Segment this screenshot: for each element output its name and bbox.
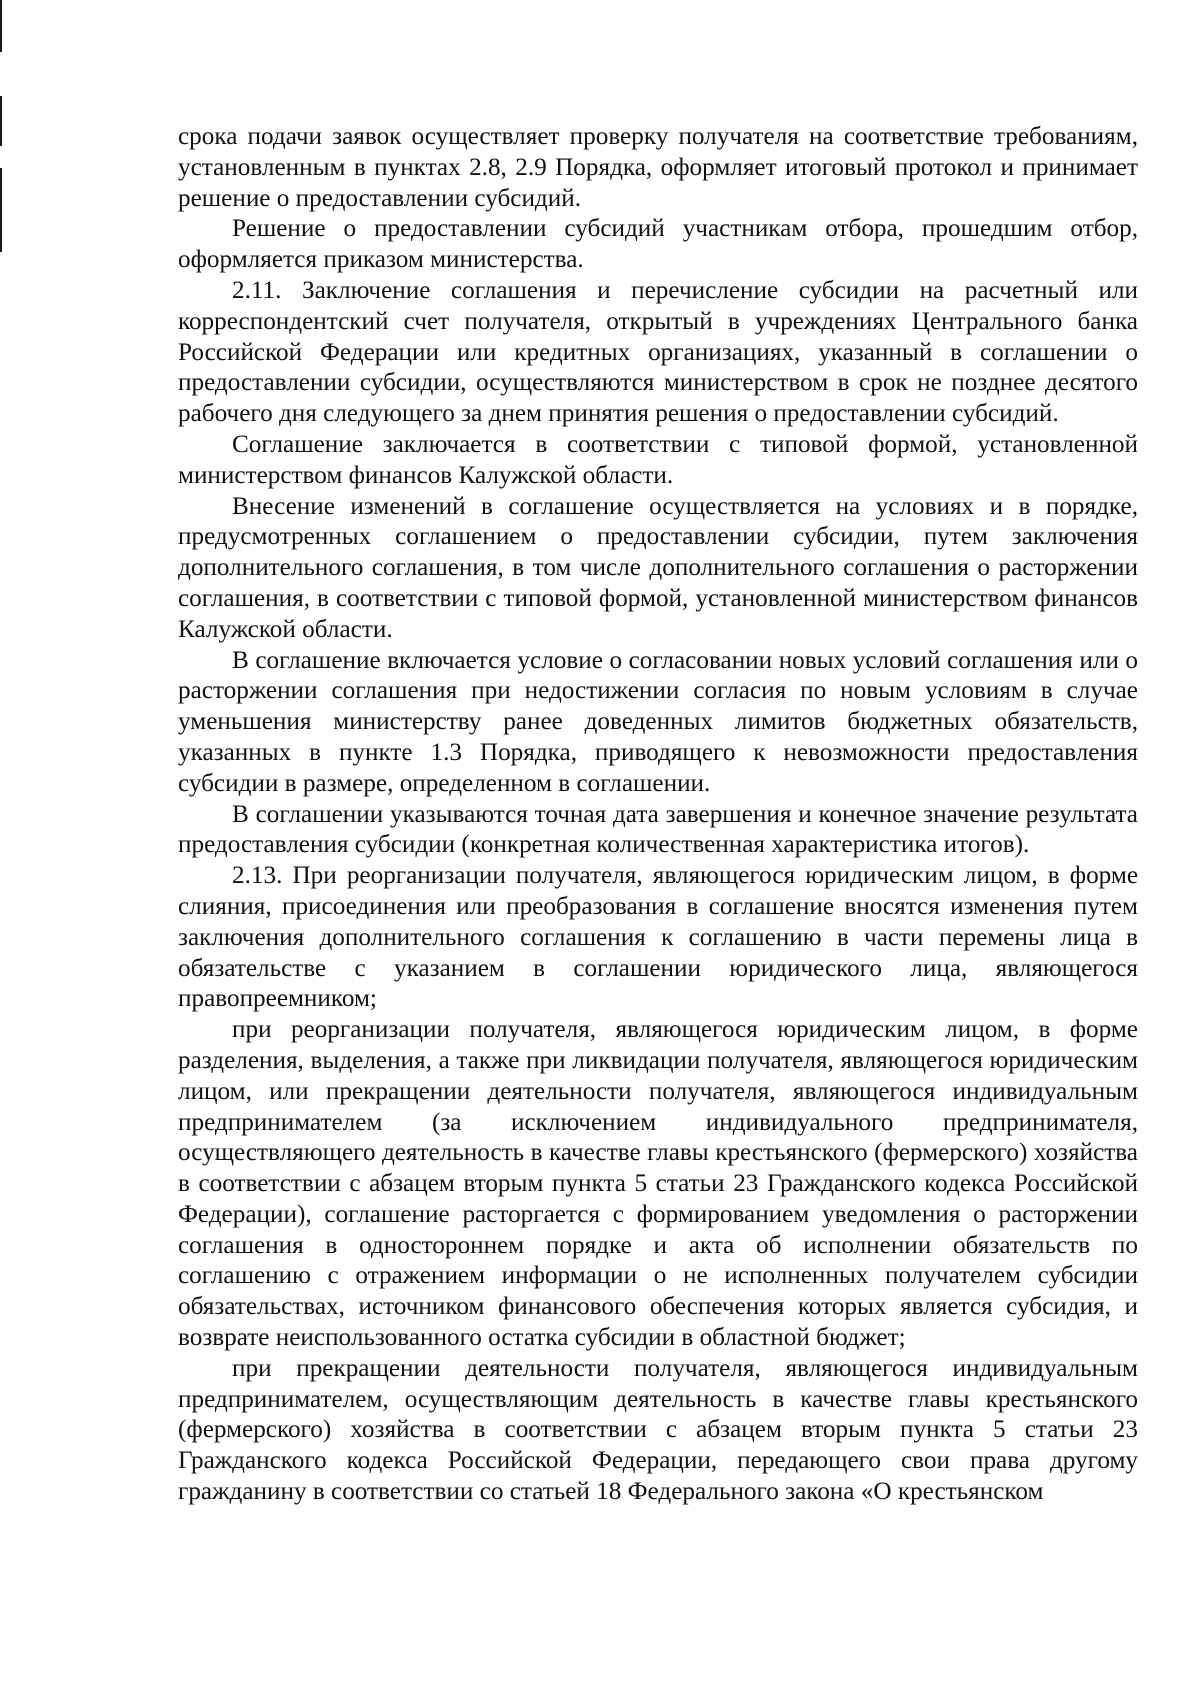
paragraph-continuation: срока подачи заявок осуществляет проверку получателя на соответствие требованиям, установленным в пунктах 2.8, 2.9 Порядка, оформляет итоговый протокол и принимает решение о предоставлении субсидий. [178,123,1138,212]
paragraph-2-11: 2.11. Заключение соглашения и перечисление субсидии на расчетный или корреспондентский счет получателя, открытый в учреждениях Центрального банка Российской Федерации или кредитных организациях, указанный в соглашении о предоставлении субсидии, осуществляются министерством в срок не позднее десятого рабочего дня следующего за днем принятия решения о предоставлении субсидий. [178,276,1138,428]
paragraph-last: при прекращении деятельности получателя, являющегося индивидуальным предпринимателем, осуществляющим деятельность в качестве главы крестьянского (фермерского) хозяйства в соответствии с абзацем вторым пункта 5 статьи 23 Гражданского кодекса Российской Федерации, передающего свои права другому гражданину в соответствии со статьей 18 Федерального закона «О крестьянском [178,1354,1138,1506]
document-body [178,122,1138,1508]
paragraph: при реорганизации получателя, являющегося юридическим лицом, в форме разделения, выделения, а также при ликвидации получателя, являющегося юридическим лицом, или прекращении деятельности получателя, являющегося индивидуальным предпринимателем (за исключением индивидуального предпринимателя, осуществляющего деятельность в качестве главы крестьянского (фермерского) хозяйства в соответствии с абзацем вторым пункта 5 статьи 23 Гражданского кодекса Российской Федерации), соглашение расторгается с формированием уведомления о расторжении соглашения в одностороннем порядке и акта об исполнении обязательств по соглашению с отражением информации о не исполненных получателем субсидии обязательствах, источником финансового обеспечения которых является субсидия, и возврате неиспользованного остатка субсидии в областной бюджет; [178,1016,1138,1352]
scan-edge-mark [0,168,2,252]
paragraph: Соглашение заключается в соответствии с типовой формой, установленной министерством финансов Калужской области. [178,430,1138,489]
scan-edge-mark [0,96,2,146]
paragraph: В соглашении указываются точная дата завершения и конечное значение результата предоставления субсидии (конкретная количественная характеристика итогов). [178,800,1138,859]
paragraph: Внесение изменений в соглашение осуществляется на условиях и в порядке, предусмотренных соглашением о предоставлении субсидии, путем заключения дополнительного соглашения, в том числе дополнительного соглашения о расторжении соглашения, в соответствии с типовой формой, установленной министерством финансов Калужской области. [178,492,1138,643]
paragraph-2-13: 2.13. При реорганизации получателя, являющегося юридическим лицом, в форме слияния, присоединения или преобразования в соглашение вносятся изменения путем заключения дополнительного соглашения к соглашению в части перемены лица в обязательстве с указанием в соглашении юридического лица, являющегося правопреемником; [178,862,1138,1013]
scan-edge-mark [0,0,2,52]
paragraph: В соглашение включается условие о согласовании новых условий соглашения или о расторжении соглашения при недостижении согласия по новым условиям в случае уменьшения министерству ранее доведенных лимитов бюджетных обязательств, указанных в пункте 1.3 Порядка, приводящего к невозможности предоставления субсидии в размере, определенном в соглашении. [178,646,1138,797]
paragraph: Решение о предоставлении субсидий участникам отбора, прошедшим отбор, оформляется приказом министерства. [178,215,1138,274]
